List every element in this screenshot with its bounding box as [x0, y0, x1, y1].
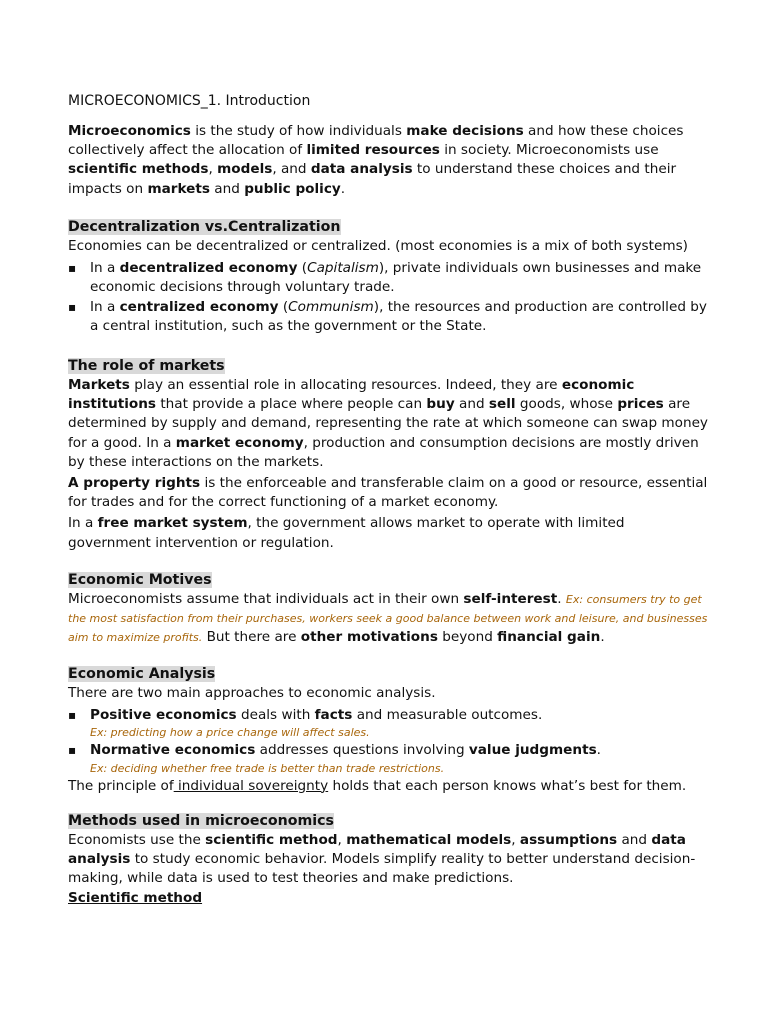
decentralization-list [68, 259, 708, 336]
analysis-list-2 [68, 741, 708, 760]
list-item: ▪ Normative economics addresses questions involving value judgments. [68, 742, 601, 759]
motives-section [68, 571, 708, 648]
motives-paragraph: Microeconomists assume that individuals act in their own self-interest. Ex: consumers try to get the most satisfaction from their purchases, workers seek a good balance between work and leisure, and businesses aim to maximize profits. But there are other motivations beyond financial gain. [68, 591, 708, 646]
analysis-intro: There are two main approaches to economic analysis. [68, 685, 436, 701]
property-rights-paragraph: A property rights is the enforceable and transferable claim on a good or resource, essential for trades and for the correct functioning of a market economy. [68, 475, 708, 511]
section-heading-decentralization: Decentralization vs.Centralization [68, 219, 341, 235]
example-note: Ex: deciding whether free trade is better than trade restrictions. [90, 761, 445, 775]
example-note: Ex: consumers try to get the most satisfaction from their purchases, workers seek a good balance between work and leisure, and businesses aim to maximize profits. [68, 593, 708, 645]
scientific-method-subheading: Scientific method [68, 889, 203, 906]
list-item: ▪ Positive economics deals with facts and measurable outcomes. [68, 707, 543, 724]
section-heading-motives: Economic Motives [68, 572, 212, 588]
section-heading-methods: Methods used in microeconomics [68, 813, 335, 829]
intro-paragraph: Microeconomics is the study of how individuals make decisions and how these choices collectively affect the allocation of limited resources in society. Microeconomists use scientific methods, models, and data analysis to understand these choices and their impacts on markets and public policy. [68, 123, 684, 197]
section-heading-analysis: Economic Analysis [68, 666, 216, 682]
analysis-list [68, 706, 708, 725]
markets-paragraph: Markets play an essential role in allocating resources. Indeed, they are economic institutions that provide a place where people can buy and sell goods, whose prices are determined by supply and demand, representing the rate at which someone can swap money for a good. In a market economy, production and consumption decisions are mostly driven by these interactions on the markets. [68, 377, 708, 470]
example-note: Ex: predicting how a price change will affect sales. [90, 726, 370, 740]
decentralization-intro: Economies can be decentralized or centralized. (most economies is a mix of both systems) [68, 238, 688, 254]
intro-section [68, 122, 708, 199]
analysis-section [68, 665, 708, 796]
free-market-paragraph: In a free market system, the government allows market to operate with limited government intervention or regulation. [68, 515, 625, 551]
document-title: MICROECONOMICS_1. Introduction [68, 93, 311, 109]
methods-paragraph: Economists use the scientific method, mathematical models, assumptions and data analysis to study economic behavior. Models simplify reality to better understand decision-making, while data is used to test theories and make predictions. [68, 832, 696, 887]
decentralization-section [68, 218, 708, 336]
list-item: ▪ In a decentralized economy (Capitalism), private individuals own businesses and make economic decisions through voluntary trade. [68, 260, 702, 296]
list-item: ▪ In a centralized economy (Communism), the resources and production are controlled by a central institution, such as the government or the State. [68, 298, 707, 334]
principle-paragraph: The principle of individual sovereignty holds that each person knows what’s best for them. [68, 777, 687, 794]
markets-section [68, 357, 708, 553]
methods-section [68, 812, 708, 908]
section-heading-markets: The role of markets [68, 358, 225, 374]
